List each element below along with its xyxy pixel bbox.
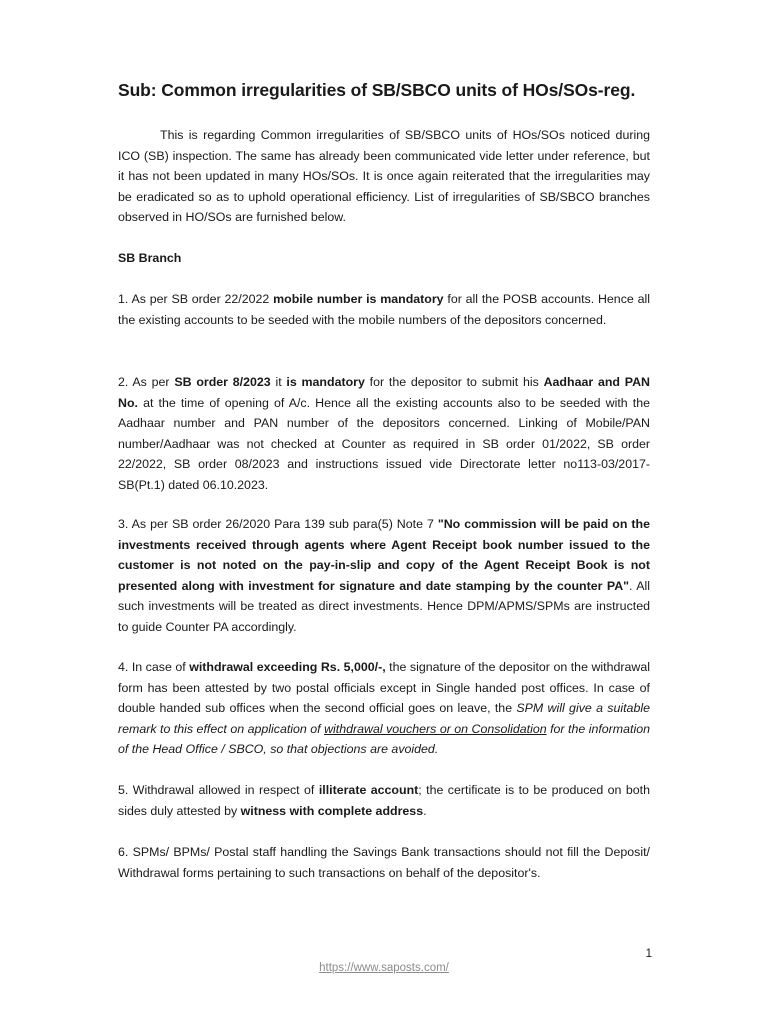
item-4-italic-underline: withdrawal vouchers or on Consolidation	[324, 721, 547, 736]
list-item-6: 6. SPMs/ BPMs/ Postal staff handling the Savings Bank transactions should not fill the Deposit/ Withdrawal forms pertaining to such transactions on behalf of the depositor's.	[118, 845, 650, 880]
item-1-text-c: for all the POSB accounts. Hence all the existing accounts to be seeded with the mobile numbers of the depositors concerned.	[118, 292, 650, 327]
item-1-text-a: 1. As per SB order 22/2022	[118, 292, 274, 306]
document-title: Sub: Common irregularities of SB/SBCO units of HOs/SOs-reg.	[118, 80, 636, 100]
item-3-bold-quote: "No commission will be paid on the investments received through agents where Agent Receipt book number issued to the customer is not noted on the pay-in-slip and copy of the Agent Receipt Book is not presented along with investment for signature and date stamping by the counter PA"	[118, 517, 651, 593]
item-2-text-e: for the depositor to submit his	[364, 375, 544, 389]
item-4-bold: withdrawal exceeding Rs. 5,000/-,	[189, 660, 386, 674]
list-item-4	[118, 657, 650, 760]
item-2-bold-aadhaar: Aadhaar and PAN No.	[118, 375, 650, 410]
list-item-3	[118, 514, 650, 638]
item-2-bold-order: SB order 8/2023	[174, 375, 271, 389]
section-heading: SB Branch	[118, 251, 182, 265]
item-4-italic: SPM will give a suitable remark to this effect on application of	[118, 701, 650, 736]
item-5-text-e: .	[423, 803, 427, 818]
item-5-bold-witness: witness with complete address	[240, 803, 424, 818]
item-2-bold-mandatory: is mandatory	[286, 375, 365, 389]
item-2-text-c: it	[270, 375, 287, 389]
item-3-text-a: 3. As per SB order 26/2020 Para 139 sub para(5) Note 7	[118, 517, 438, 531]
page-number: 1	[645, 948, 652, 960]
item-4-text-c: the signature of the depositor on the withdrawal form has been attested by two postal officials except in Single handed post offices. In case of double handed sub offices when the second official goes on leave, the	[118, 660, 650, 716]
list-item-1	[118, 289, 650, 330]
item-2-text-a: 2. As per	[118, 375, 175, 389]
list-item-2	[118, 372, 650, 496]
item-3-text-c: . All such investments will be treated as direct investments. Hence DPM/APMS/SPMs are instructed to guide Counter PA accordingly.	[118, 578, 650, 634]
item-5-text-a: 5. Withdrawal allowed in respect of	[118, 783, 319, 797]
list-item-5	[118, 780, 650, 821]
item-4-italic-end: for the information of the Head Office / SBCO, so that objections are avoided.	[118, 721, 650, 757]
intro-paragraph: This is regarding Common irregularities of SB/SBCO units of HOs/SOs noticed during ICO (SB) inspection. The same has already been communicated vide letter under reference, but it has not been updated in many HOs/SOs. It is once again reiterated that the irregularities may be eradicated so as to uphold operational efficiency. List of irregularities of SB/SBCO branches observed in HO/SOs are furnished below.	[118, 128, 650, 225]
item-5-text-c: ; the certificate is to be produced on both sides duly attested by	[118, 783, 650, 818]
footer-link[interactable]: https://www.saposts.com/	[319, 962, 449, 974]
item-5-bold-illiterate: illiterate account	[318, 783, 419, 797]
item-1-bold: mobile number is mandatory	[273, 292, 444, 306]
item-4-text-a: 4. In case of	[118, 660, 190, 674]
item-2-text-g: at the time of opening of A/c. Hence all the existing accounts also to be seeded with the Aadhaar number and PAN number of the depositors concerned. Linking of Mobile/PAN number/Aadhaar was not checked at Counter as required in SB order 01/2022, SB order 22/2022, SB order 08/2023 and instructions issued vide Directorate letter no113-03/2017-SB(Pt.1) dated 06.10.2023.	[118, 395, 650, 492]
